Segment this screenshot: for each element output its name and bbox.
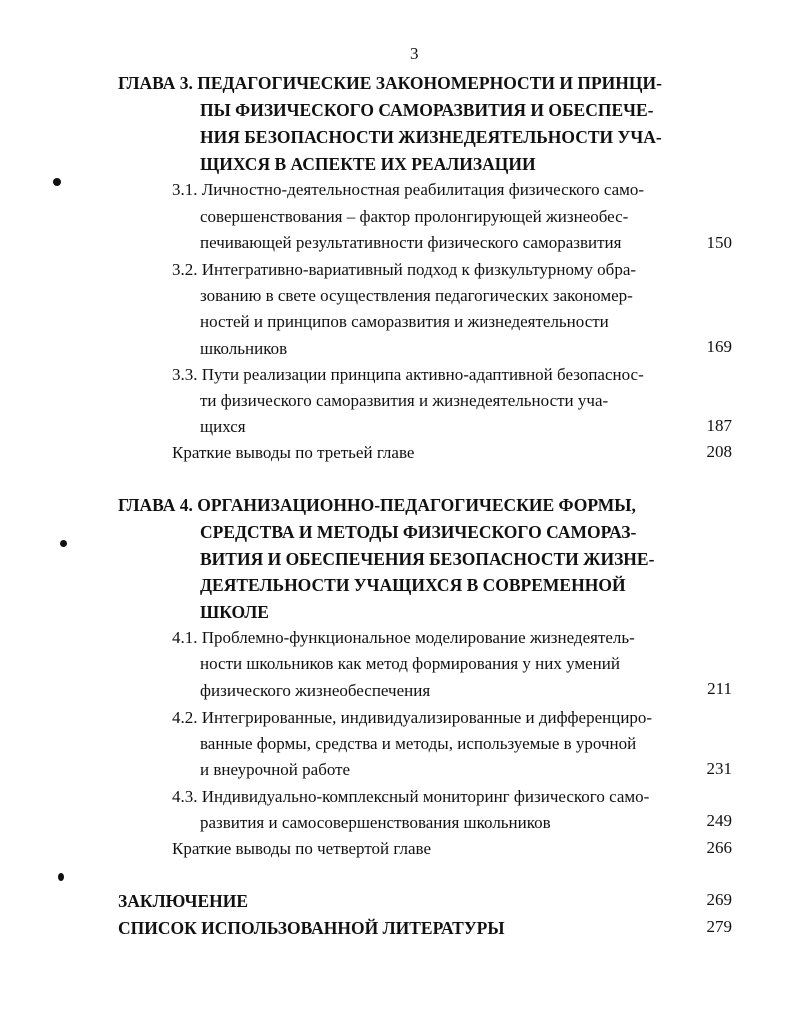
toc-entry-line: ностей и принципов саморазвития и жизнедеятельности [200, 312, 609, 331]
chapter-title-line: ЩИХСЯ В АСПЕКТЕ ИХ РЕАЛИЗАЦИИ [200, 154, 536, 174]
chapter-title-line: ДЕЯТЕЛЬНОСТИ УЧАЩИХСЯ В СОВРЕМЕННОЙ [200, 575, 626, 595]
toc-entry-line: ЗАКЛЮЧЕНИЕ [118, 891, 249, 911]
toc-entry-line: щихся [200, 417, 246, 436]
toc-page-number: 150 [706, 233, 732, 252]
scan-speck [58, 873, 64, 881]
chapter-title-line: ГЛАВА 3. ПЕДАГОГИЧЕСКИЕ ЗАКОНОМЕРНОСТИ И ПРИНЦИ- [118, 73, 662, 93]
toc-entry-line: Краткие выводы по четвертой главе [172, 839, 432, 858]
toc-page-number: 169 [706, 337, 732, 356]
toc-entry-line: Краткие выводы по третьей главе [172, 443, 415, 462]
page-number: 3 [410, 44, 419, 63]
toc-entry-line: школьников [200, 339, 288, 358]
chapter-title-line: СРЕДСТВА И МЕТОДЫ ФИЗИЧЕСКОГО САМОРАЗ- [200, 522, 637, 542]
chapter-title-line: ШКОЛЕ [200, 602, 269, 622]
toc-entry-line: ности школьников как метод формирования у них умений [200, 654, 620, 673]
toc-page-number: 266 [706, 838, 732, 857]
scan-speck [60, 540, 67, 547]
toc-entry-line: развития и самосовершенствования школьников [200, 813, 551, 832]
toc-entry-line: физического жизнеобеспечения [200, 681, 431, 700]
chapter-title-line: ВИТИЯ И ОБЕСПЕЧЕНИЯ БЕЗОПАСНОСТИ ЖИЗНЕ- [200, 549, 655, 569]
toc-entry-line: 4.1. Проблемно-функциональное моделирование жизнедеятель- [172, 628, 635, 647]
toc-page-number: 208 [706, 442, 732, 461]
toc-entry-line: и внеурочной работе [200, 760, 351, 779]
chapter-title-line: НИЯ БЕЗОПАСНОСТИ ЖИЗНЕДЕЯТЕЛЬНОСТИ УЧА- [200, 127, 662, 147]
toc-entry-line: СПИСОК ИСПОЛЬЗОВАННОЙ ЛИТЕРАТУРЫ [118, 918, 505, 938]
toc-page-number: 269 [706, 890, 732, 909]
toc-entry-line: ванные формы, средства и методы, используемые в урочной [200, 734, 637, 753]
toc-entry-line: ти физического саморазвития и жизнедеятельности уча- [200, 391, 609, 410]
scan-speck [53, 178, 61, 186]
toc-entry-line: 3.2. Интегративно-вариативный подход к физкультурному обра- [172, 260, 637, 279]
toc-entry-line: 4.2. Интегрированные, индивидуализированные и дифференциро- [172, 708, 653, 727]
toc-entry-line: печивающей результативности физического саморазвития [200, 233, 622, 252]
toc-page-number: 249 [706, 811, 732, 830]
chapter-title-line: ГЛАВА 4. ОРГАНИЗАЦИОННО-ПЕДАГОГИЧЕСКИЕ ФОРМЫ, [118, 495, 636, 515]
toc-entry-line: 4.3. Индивидуально-комплексный мониторинг физического само- [172, 787, 650, 806]
toc-page-number: 231 [706, 759, 732, 778]
chapter-title-line: ПЫ ФИЗИЧЕСКОГО САМОРАЗВИТИЯ И ОБЕСПЕЧЕ- [200, 100, 654, 120]
toc-page-number: 211 [707, 679, 732, 698]
toc-page-number: 279 [706, 917, 732, 936]
toc-page-number: 187 [706, 416, 732, 435]
toc-entry-line: 3.3. Пути реализации принципа активно-адаптивной безопаснос- [172, 365, 644, 384]
toc-entry-line: совершенствования – фактор пролонгирующей жизнеобес- [200, 207, 629, 226]
toc-entry-line: 3.1. Личностно-деятельностная реабилитация физического само- [172, 180, 645, 199]
toc-entry-line: зованию в свете осуществления педагогических закономер- [200, 286, 633, 305]
